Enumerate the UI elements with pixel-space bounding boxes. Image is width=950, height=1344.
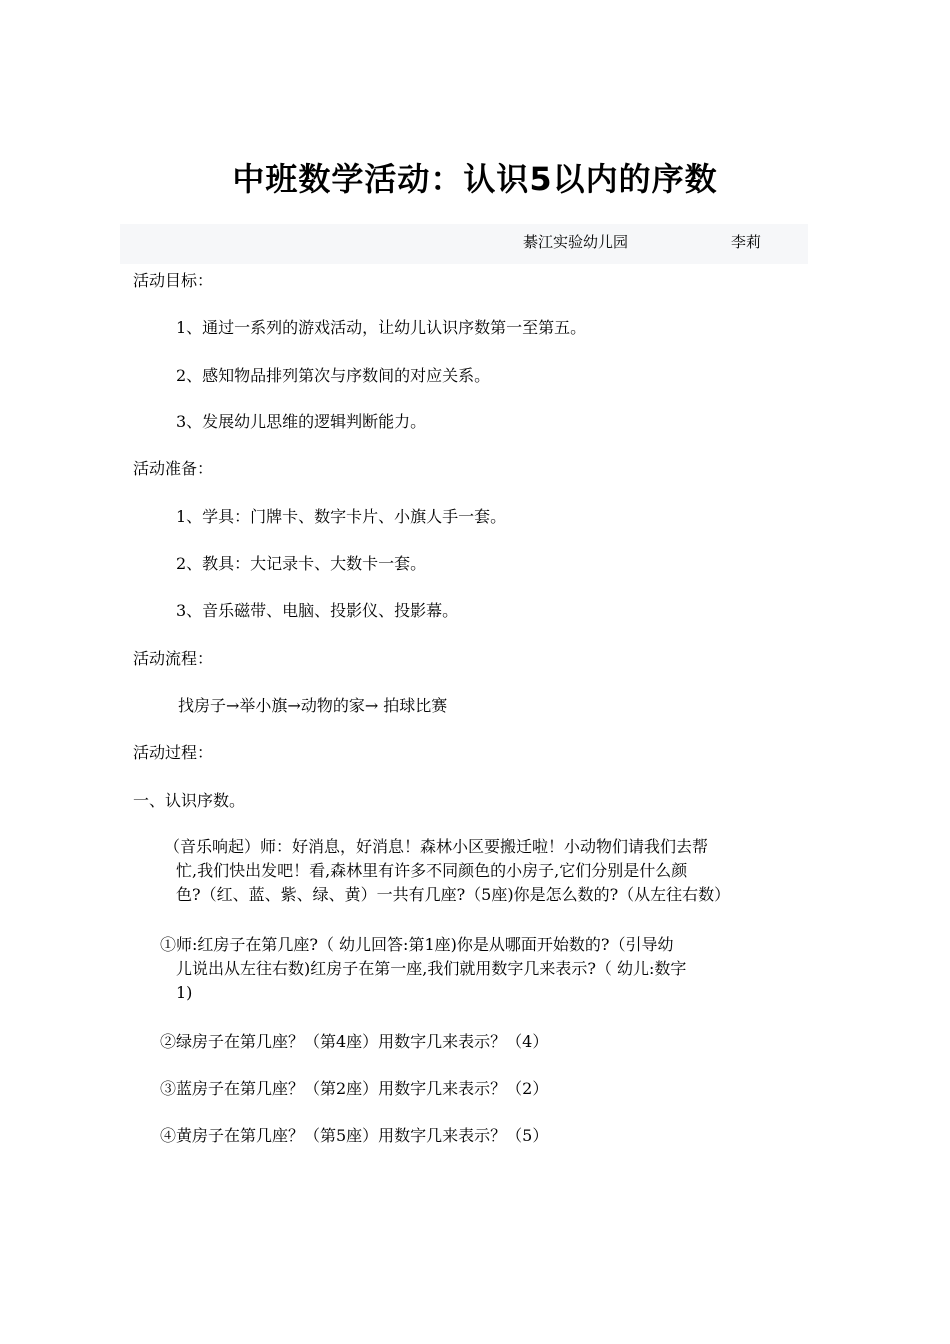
goal-item: 1、通过一系列的游戏活动，让幼儿认识序数第一至第五。 (176, 318, 587, 337)
document-title: 中班数学活动：认识5以内的序数 (232, 160, 718, 198)
byline-school: 綦江实验幼儿园 (523, 233, 629, 251)
paragraph-line: 忙,我们快出发吧！看,森林里有许多不同颜色的小房子,它们分别是什么颜 (176, 861, 688, 880)
goal-item: 2、感知物品排列第次与序数间的对应关系。 (176, 366, 491, 385)
question-4: ④黄房子在第几座？（第5座）用数字几来表示？（5） (160, 1126, 549, 1145)
goal-item: 3、发展幼儿思维的逻辑判断能力。 (176, 412, 427, 431)
paragraph-line: ①师:红房子在第几座?（ 幼儿回答:第1座)你是从哪面开始数的?（引导幼 (160, 935, 674, 954)
paragraph-line: （音乐响起）师：好消息，好消息！森林小区要搬迁啦！小动物们请我们去帮 (164, 837, 709, 856)
prep-item: 1、学具：门牌卡、数字卡片、小旗人手一套。 (176, 507, 507, 526)
intro-paragraph (0, 835, 730, 907)
prep-item: 2、教具：大记录卡、大数卡一套。 (176, 554, 427, 573)
flow-text: 找房子→举小旗→动物的家→ 拍球比赛 (178, 696, 448, 715)
paragraph-line: 色?（红、蓝、紫、绿、黄）一共有几座?（5座)你是怎么数的?（从左往右数） (176, 885, 731, 904)
prep-item: 3、音乐磁带、电脑、投影仪、投影幕。 (176, 601, 459, 620)
process-heading: 活动过程： (133, 743, 214, 762)
goals-heading: 活动目标： (133, 271, 214, 290)
flow-heading: 活动流程： (133, 649, 214, 668)
paragraph-line: 儿说出从左往右数)红房子在第一座,我们就用数字几来表示?（ 幼儿:数字 (176, 959, 687, 978)
question-2: ②绿房子在第几座？（第4座）用数字几来表示？（4） (160, 1032, 549, 1051)
byline-author: 李莉 (731, 233, 762, 251)
question-1 (0, 933, 686, 1005)
byline-bar (120, 224, 808, 264)
section-heading: 一、认识序数。 (133, 791, 246, 810)
paragraph-line: 1) (176, 983, 193, 1002)
prep-heading: 活动准备： (133, 459, 214, 478)
question-3: ③蓝房子在第几座？（第2座）用数字几来表示？（2） (160, 1079, 549, 1098)
